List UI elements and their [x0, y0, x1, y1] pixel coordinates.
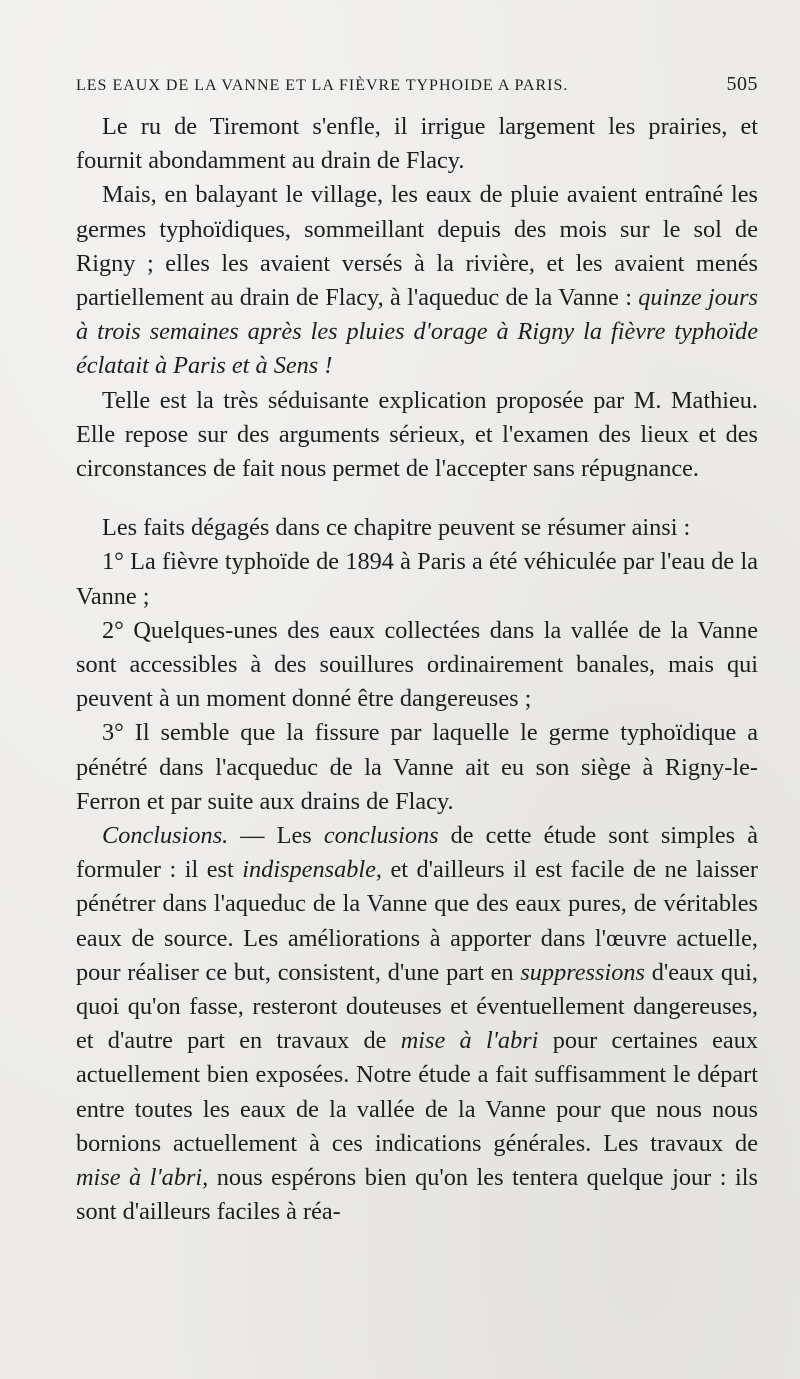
- italic-text: mise à l'abri,: [76, 1164, 209, 1192]
- summary-point-3: [76, 716, 758, 819]
- section-lead: Conclusions.: [102, 822, 229, 850]
- paragraph-mathieu: [76, 384, 758, 487]
- italic-text: suppressions: [520, 958, 645, 986]
- running-title: LES EAUX DE LA VANNE ET LA FIÈVRE TYPHOIDE A PARIS.: [76, 77, 569, 94]
- italic-text: conclusions: [323, 822, 439, 850]
- paragraph-text: Mais, en balayant le village, les eaux de pluie avaient entraîné les germes typhoïdiques, sommeillant depuis des mois sur le sol de Rigny ; elles les avaient versés à la rivière, et les avaient menés partiellement au drain de Flacy, à l'aqueduc de la Vanne :: [76, 181, 758, 312]
- paragraph-rigny: [76, 178, 758, 383]
- paragraph-text: pour certaines eaux actuellement bien exposées. Notre étude a fait suffisamment le départ entre toutes les eaux de la vallée de la Vanne pour que nous nous bornions actuellement à ces indications générales. Les travaux de: [76, 1027, 758, 1157]
- italic-text: mise à l'abri: [400, 1027, 539, 1055]
- paragraph-text: nous espérons bien qu'on les tentera quelque jour : ils sont d'ailleurs faciles à réa-: [76, 1164, 758, 1226]
- paragraph-text: Les faits dégagés dans ce chapitre peuvent se résumer ainsi :: [102, 514, 691, 542]
- paragraph-text: Le ru de Tiremont s'enfle, il irrigue largement les prairies, et fournit abondamment au drain de Flacy.: [76, 113, 758, 175]
- paragraph-text: 1° La fièvre typhoïde de 1894 à Paris a été véhiculée par l'eau de la Vanne ;: [76, 548, 758, 610]
- italic-text: indispensable: [242, 856, 376, 884]
- paragraph-text: de cette étude sont simples à formuler : il est: [76, 822, 758, 884]
- paragraph-conclusions: [76, 819, 758, 1229]
- page-number: 505: [726, 73, 758, 95]
- summary-point-2: [76, 614, 758, 717]
- paragraph-text: 2° Quelques-unes des eaux collectées dans la vallée de la Vanne sont accessibles à des souillures ordinairement banales, mais qui peuvent à un moment donné être dangereuses ;: [76, 616, 758, 713]
- paragraph-text: 3° Il semble que la fissure par laquelle le germe typhoïdique a pénétré dans l'acqueduc de la Vanne ait eu son siège à Rigny-le-Ferron et par suite aux drains de Flacy.: [76, 719, 758, 815]
- running-head: [76, 70, 758, 100]
- paragraph-text: Telle est la très séduisante explication proposée par M. Mathieu. Elle repose sur des arguments sérieux, et l'examen des lieux et des circonstances de fait nous permet de l'accepter sans répugnance.: [76, 386, 758, 483]
- paragraph-tiremont: [76, 110, 758, 178]
- paragraph-text: , et d'ailleurs il est facile de ne laisser pénétrer dans l'aqueduc de la Vanne que des eaux pures, de véritables eaux de source. Les améliorations à apporter dans l'œuvre actuelle, pour réaliser ce but, consistent, d'une part en: [76, 856, 758, 986]
- italic-text: quinze jours à trois semaines après les pluies d'orage à Rigny la fièvre typhoïde éclatait à Paris et à Sens !: [76, 284, 758, 380]
- paragraph-summary-intro: [76, 511, 758, 545]
- paragraph-text: d'eaux qui, quoi qu'on fasse, resteront douteuses et éventuellement dangereuses, et d'autre part en travaux de: [76, 958, 758, 1055]
- summary-point-1: [76, 545, 758, 613]
- body-text: [76, 110, 758, 1230]
- paragraph-text: — Les: [228, 822, 324, 850]
